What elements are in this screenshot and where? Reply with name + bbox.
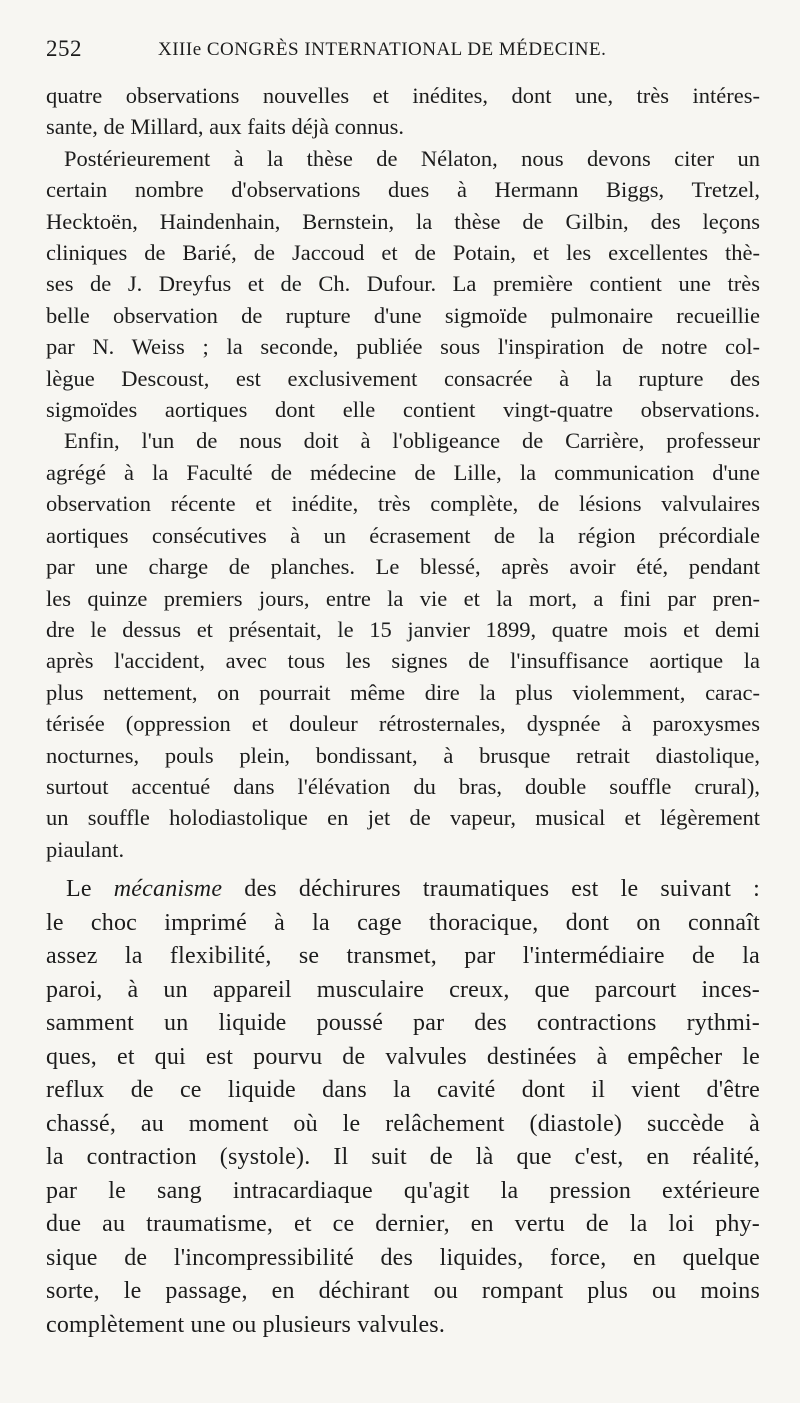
text-line: par N. Weiss ; la seconde, publiée sous l'inspiration de notre col-	[46, 334, 760, 360]
text-line: nocturnes, pouls plein, bondissant, à brusque retrait diastolique,	[46, 742, 760, 768]
running-title: XIIIe CONGRÈS INTERNATIONAL DE MÉDECINE.	[158, 39, 607, 60]
body-text-part-2	[46, 873, 760, 1342]
page-number: 252	[46, 36, 82, 61]
text-line: sante, de Millard, aux faits déjà connus.	[46, 114, 405, 140]
text-line: belle observation de rupture d'une sigmoïde pulmonaire recueillie	[46, 302, 760, 328]
text-line: paroi, à un appareil musculaire creux, que parcourt inces-	[46, 976, 760, 1003]
italic-term-mecanisme: mécanisme	[113, 876, 223, 902]
text-line: samment un liquide poussé par des contractions rythmi-	[46, 1010, 760, 1036]
text-line: Enfin, l'un de nous doit à l'obligeance de Carrière, professeur	[64, 428, 760, 454]
text-line: piaulant.	[46, 836, 125, 862]
text-line: sique de l'incompressibilité des liquides, force, en quelque	[46, 1244, 760, 1271]
text-line: térisée (oppression et douleur rétrosternales, dyspnée à paroxysmes	[46, 711, 760, 737]
text-line: aortiques consécutives à un écrasement de la région précordiale	[46, 522, 760, 548]
text-line: le choc imprimé à la cage thoracique, dont on connaît	[46, 909, 760, 936]
text-line: plus nettement, on pourrait même dire la plus violemment, carac-	[46, 679, 760, 705]
text-line: lègue Descoust, est exclusivement consacrée à la rupture des	[46, 365, 760, 391]
text-line: Postérieurement à la thèse de Nélaton, nous devons citer un	[64, 145, 760, 171]
text-line: sigmoïdes aortiques dont elle contient vingt-quatre observations.	[46, 397, 760, 423]
text-line: ques, et qui est pourvu de valvules destinées à empêcher le	[46, 1043, 760, 1070]
paragraph-mecanisme	[46, 873, 760, 1342]
paragraph-posterieurement	[46, 143, 760, 426]
text-line: observation récente et inédite, très complète, de lésions valvulaires	[46, 491, 760, 517]
text-line: cliniques de Barié, de Jaccoud et de Potain, et les excellentes thè-	[46, 240, 760, 266]
text-line: après l'accident, avec tous les signes de l'insuffisance aortique la	[46, 648, 760, 674]
text-line: chassé, au moment où le relâchement (diastole) succède à	[46, 1110, 760, 1137]
text-line: sorte, le passage, en déchirant ou rompant plus ou moins	[46, 1278, 760, 1304]
body-text-part-1	[46, 80, 760, 865]
text-line: un souffle holodiastolique en jet de vapeur, musical et légèrement	[46, 805, 760, 831]
text-line: Hecktoën, Haindenhain, Bernstein, la thèse de Gilbin, des leçons	[46, 208, 760, 234]
text-line: due au traumatisme, et ce dernier, en vertu de la loi phy-	[46, 1211, 760, 1237]
text-line: assez la flexibilité, se transmet, par l'intermédiaire de la	[46, 943, 760, 969]
text-line: les quinze premiers jours, entre la vie et la mort, a fini par pren-	[46, 585, 760, 611]
text-line: par le sang intracardiaque qu'agit la pression extérieure	[46, 1177, 760, 1204]
text-line: reflux de ce liquide dans la cavité dont il vient d'être	[46, 1077, 760, 1103]
text-line: la contraction (systole). Il suit de là que c'est, en réalité,	[46, 1144, 760, 1170]
paragraph-continuation	[46, 80, 760, 143]
text-line-first	[46, 873, 760, 907]
running-header	[46, 36, 760, 66]
paragraph-enfin	[46, 425, 760, 865]
text-run: Le	[66, 876, 114, 902]
text-line: certain nombre d'observations dues à Hermann Biggs, Tretzel,	[46, 177, 760, 203]
text-line: ses de J. Dreyfus et de Ch. Dufour. La première contient une très	[46, 271, 760, 297]
text-line: agrégé à la Faculté de médecine de Lille, la communication d'une	[46, 459, 760, 485]
text-line: surtout accentué dans l'élévation du bras, double souffle crural),	[46, 773, 760, 799]
text-line: complètement une ou plusieurs valvules.	[46, 1311, 446, 1338]
text-line: dre le dessus et présentait, le 15 janvier 1899, quatre mois et demi	[46, 616, 760, 642]
text-line: quatre observations nouvelles et inédites, dont une, très intéres-	[46, 83, 760, 108]
text-line: par une charge de planches. Le blessé, après avoir été, pendant	[46, 554, 760, 580]
text-run: des déchirures traumatiques est le suivant :	[222, 876, 760, 902]
